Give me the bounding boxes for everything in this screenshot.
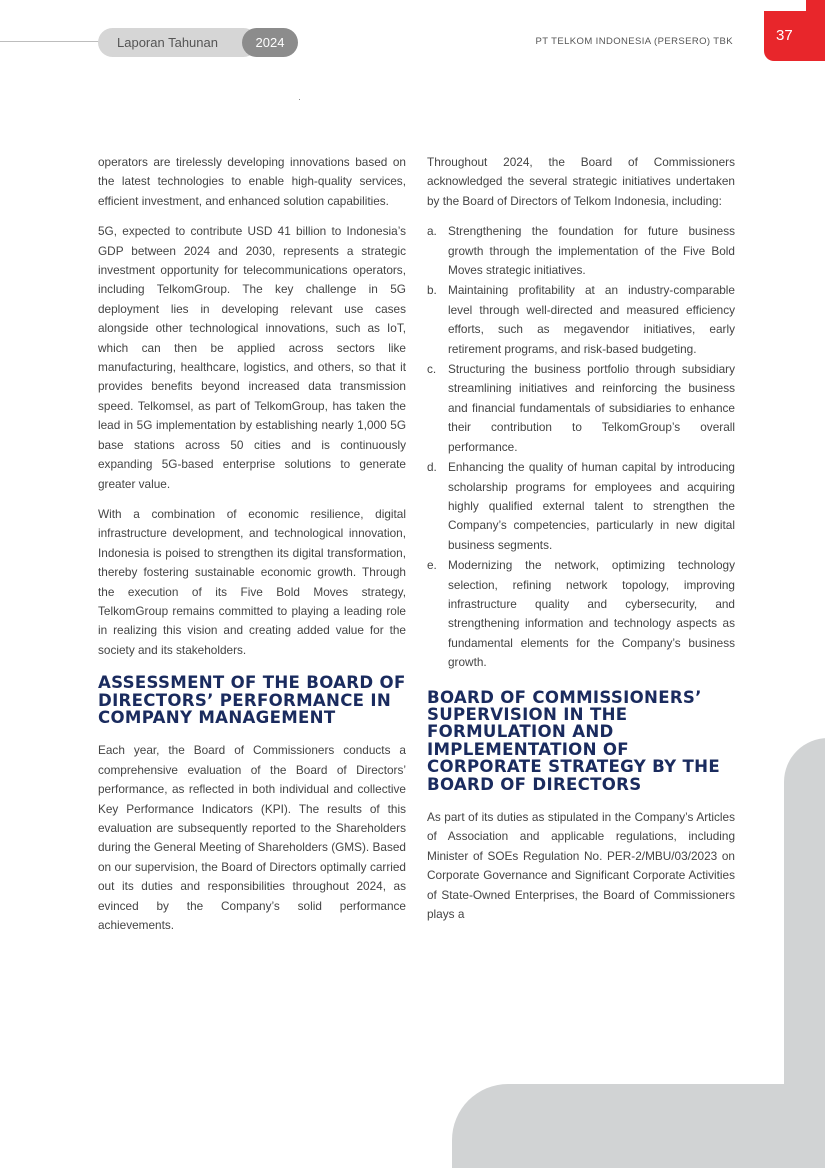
list-marker: c.	[427, 362, 437, 377]
page-number: 37	[764, 11, 825, 61]
paragraph: Each year, the Board of Commissioners conducts a comprehensive evaluation of the Board of Directors’ performance, as reflected in both individual and collective Key Performance Indicators (KPI). The results of this evaluation are subsequently reported to the Shareholders during the General Meeting of Shareholders (GMS). Based on our supervision, the Board of Directors optimally carried out its duties and responsibilities throughout 2024, as evinced by the Company’s solid performance achievements.	[98, 743, 406, 933]
list-item	[427, 458, 735, 555]
list-marker: b.	[427, 283, 437, 298]
section-heading-assessment: ASSESSMENT OF THE BOARD OF DIRECTORS’ PERFORMANCE IN COMPANY MANAGEMENT	[98, 673, 406, 727]
list-item-text: Modernizing the network, optimizing technology selection, refining network topology, improving infrastructure quality and cybersecurity, and strengthening information and technology aspects as fundamental elements for the Company’s business growth.	[448, 558, 735, 670]
list-item-text: Maintaining profitability at an industry-comparable level through well-directed and measured efficiency efforts, such as megavendor initiatives, early retirement programs, and risk-based budgeting.	[448, 283, 735, 356]
paragraph: As part of its duties as stipulated in the Company’s Articles of Association and applicable regulations, including Minister of SOEs Regulation No. PER-2/MBU/03/2023 on Corporate Governance and Significant Corporate Activities of State-Owned Enterprises, the Board of Commissioners plays a	[427, 810, 735, 922]
decorative-shape-bottom	[452, 1084, 812, 1168]
list-marker: a.	[427, 224, 437, 239]
list-item-text: Structuring the business portfolio through subsidiary streamlining initiatives and reinforcing the business and financial fundamentals of subsidiaries to enhance their contribution to TelkomGroup’s overall performance.	[448, 362, 735, 454]
stray-dot	[299, 99, 300, 100]
header-divider	[0, 41, 100, 42]
paragraph: With a combination of economic resilience, digital infrastructure development, and technological innovation, Indonesia is poised to strengthen its digital transformation, thereby fostering sustainable economic growth. Through the execution of its Five Bold Moves strategy, TelkomGroup remains committed to playing a leading role in realizing this vision and creating added value for the society and its stakeholders.	[98, 506, 406, 657]
section-heading-supervision: BOARD OF COMMISSIONERS’ SUPERVISION IN THE FORMULATION AND IMPLEMENTATION OF CORPORATE STRATEGY BY THE BOARD OF DIRECTORS	[427, 687, 720, 794]
initiatives-list	[427, 222, 735, 672]
list-item-text: Strengthening the foundation for future business growth through the implementation of the Five Bold Moves strategic initiatives.	[448, 224, 735, 278]
company-name: PT TELKOM INDONESIA (PERSERO) TBK	[535, 36, 733, 47]
list-item-text: Enhancing the quality of human capital by introducing scholarship programs for employees and acquiring highly qualified external talent to strengthen the Company’s competencies, particularly in new digital business segments.	[448, 460, 735, 552]
right-column	[427, 153, 735, 935]
list-item	[427, 360, 735, 457]
paragraph: Throughout 2024, the Board of Commissioners acknowledged the several strategic initiatives undertaken by the Board of Directors of Telkom Indonesia, including:	[427, 155, 735, 208]
list-item	[427, 556, 735, 672]
list-item	[427, 281, 735, 359]
report-label: Laporan Tahunan	[98, 28, 258, 57]
paragraph: operators are tirelessly developing innovations based on the latest technologies to enable high-quality services, efficient investment, and enhanced solution capabilities.	[98, 155, 406, 208]
paragraph: 5G, expected to contribute USD 41 billion to Indonesia’s GDP between 2024 and 2030, represents a strategic investment opportunity for telecommunications operators, including TelkomGroup. The key challenge in 5G deployment lies in developing relevant use cases alongside other technological innovations, such as IoT, which can then be applied across sectors like manufacturing, healthcare, logistics, and others, so that it provides benefits beyond increased data transmission speed. Telkomsel, as part of TelkomGroup, has taken the lead in 5G implementation by establishing nearly 1,000 5G base stations across 50 cities and is continuously expanding 5G-based enterprise solutions to generate greater value.	[98, 224, 406, 491]
list-item	[427, 222, 735, 280]
report-year: 2024	[242, 28, 298, 57]
left-column	[98, 153, 406, 946]
list-marker: d.	[427, 460, 437, 475]
list-marker: e.	[427, 558, 437, 573]
